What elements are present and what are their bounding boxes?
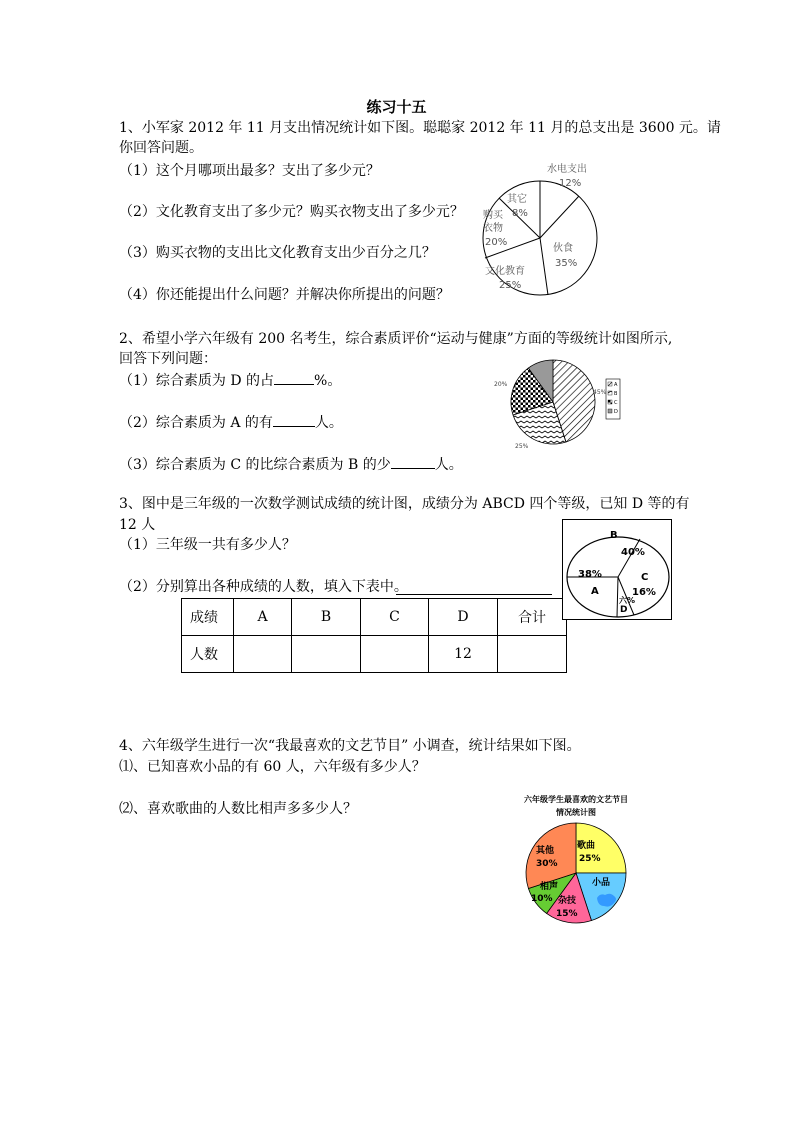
program-pie-slices	[526, 823, 626, 923]
program-chart-title-2: 情况统计图	[556, 808, 596, 817]
program-label-acro-pct: 15%	[556, 909, 578, 919]
q2-answer-blank-3[interactable]	[391, 454, 435, 469]
math-score-label-c: C	[641, 572, 649, 583]
q1-item-4: （4）你还能提出什么问题？并解决你所提出的问题？	[119, 287, 450, 303]
math-score-label-d-text: 六%	[619, 596, 636, 605]
expense-label-other-pct: 8%	[512, 208, 528, 219]
expense-pie-chart	[465, 158, 625, 318]
q2-stem-line2: 回答下列问题：	[119, 351, 217, 367]
expense-label-clothes-pct: 20%	[485, 237, 508, 248]
q2-item-1	[119, 370, 341, 390]
grade-legend-b: B	[614, 391, 618, 397]
expense-label-edu-pct: 25%	[499, 280, 522, 291]
score-table-cell: 人数	[182, 636, 234, 673]
score-table-cell: A	[234, 599, 292, 636]
q1-item-1: （1）这个月哪项出最多？支出了多少元？	[119, 163, 380, 179]
score-table-header-row	[182, 599, 567, 636]
grade-legend-a: A	[614, 382, 618, 388]
q2-item-2-suffix: 人。	[314, 415, 343, 431]
q2-item-3	[119, 454, 463, 474]
q2-item-3-suffix: 人。	[434, 457, 463, 473]
math-score-label-b-pct: 40%	[621, 547, 645, 558]
score-table-input-a[interactable]	[234, 636, 292, 673]
q2-item-1-suffix: %。	[314, 373, 342, 389]
grade-legend-swatch-a	[608, 382, 612, 386]
math-score-label-b: B	[610, 530, 618, 541]
q2-item-2	[119, 412, 343, 432]
program-label-sketch: 小品	[592, 878, 611, 888]
grade-pie-chart	[488, 350, 628, 460]
expense-label-other: 其它	[507, 194, 527, 205]
program-label-other: 其他	[536, 846, 555, 856]
q3-stem-line1: 3、图中是三年级的一次数学测试成绩的统计图，成绩分为 ABCD 四个等级，已知 D 等的有	[119, 496, 690, 512]
score-table-cell: D	[429, 599, 498, 636]
q1-stem-line1: 1、小军家 2012 年 11 月支出情况统计如下图。聪聪家 2012 年 11 月的总支出是 3600 元。请	[119, 120, 721, 136]
grade-legend-swatch-b	[608, 391, 612, 395]
grade-label-b-pct: 25%	[515, 443, 529, 450]
program-label-song: 歌曲	[577, 841, 596, 851]
q2-answer-blank-1[interactable]	[274, 370, 314, 385]
q1-item-3: （3）购买衣物的支出比文化教育支出少百分之几？	[119, 245, 436, 261]
score-table-cell: 合计	[498, 599, 567, 636]
q3-item-2: （2）分别算出各种成绩的人数，填入下表中。	[119, 579, 408, 595]
program-label-acro: 杂技	[558, 896, 577, 906]
program-label-other-pct: 30%	[536, 859, 558, 869]
score-table-count-row	[182, 636, 567, 673]
grade-pie-slices	[511, 360, 595, 444]
score-table-cell: C	[361, 599, 429, 636]
math-score-label-c-pct: 16%	[632, 587, 656, 598]
grade-label-c-pct: 20%	[494, 381, 508, 388]
grade-legend-swatch-c	[608, 400, 612, 404]
program-chart-title-1: 六年级学生最喜欢的文艺节目	[524, 795, 628, 804]
q2-answer-blank-2[interactable]	[273, 412, 315, 427]
program-label-cross-pct: 10%	[531, 894, 553, 904]
q3-divider-line	[396, 594, 552, 595]
q4-item-2: ⑵、喜欢歌曲的人数比相声多多少人？	[119, 801, 357, 817]
page-title: 练习十五	[366, 98, 427, 116]
q2-item-2-text: （2）综合素质为 A 的有	[119, 415, 273, 431]
score-table-input-total[interactable]	[498, 636, 567, 673]
q3-item-1: （1）三年级一共有多少人？	[119, 537, 296, 553]
program-label-song-pct: 25%	[579, 854, 601, 864]
q2-item-3-text: （3）综合素质为 C 的比综合素质为 B 的少	[119, 457, 391, 473]
math-score-pie-chart	[562, 519, 673, 621]
q1-item-2: （2）文化教育支出了多少元？购买衣物支出了多少元？	[119, 204, 464, 220]
q2-stem-line1: 2、希望小学六年级有 200 名考生，综合素质评价“运动与健康”方面的等级统计如图所示,	[119, 331, 673, 347]
program-label-cross: 相声	[540, 882, 559, 892]
expense-label-food-pct: 35%	[555, 258, 578, 269]
program-pie-chart	[505, 790, 645, 925]
q2-item-1-text: （1）综合素质为 D 的占	[119, 373, 275, 389]
math-score-label-a: A	[591, 586, 599, 597]
grade-legend-d: D	[614, 409, 618, 415]
math-score-label-d: D	[620, 605, 628, 615]
score-table-input-b[interactable]	[292, 636, 361, 673]
q4-stem: 4、六年级学生进行一次“我最喜欢的文艺节目” 小调查，统计结果如下图。	[119, 738, 581, 754]
score-table-cell: 成绩	[182, 599, 234, 636]
score-table	[181, 598, 567, 673]
expense-label-food: 伙食	[553, 243, 573, 254]
grade-legend-swatch-d	[608, 409, 612, 413]
expense-label-water: 水电支出	[547, 164, 587, 175]
expense-label-clothes-2: 衣物	[483, 223, 503, 234]
grade-label-a-pct: 45%	[593, 389, 607, 396]
expense-label-water-pct: 12%	[559, 178, 582, 189]
score-table-cell: 12	[429, 636, 498, 673]
q4-item-1: ⑴、已知喜欢小品的有 60 人，六年级有多少人？	[119, 759, 426, 775]
expense-label-edu: 文化教育	[485, 266, 525, 277]
grade-legend-c: C	[614, 400, 618, 406]
grade-legend	[606, 379, 620, 419]
q1-stem-line2: 你回答问题。	[119, 140, 203, 156]
expense-label-clothes-1: 购买	[483, 210, 503, 221]
math-score-label-a-pct: 38%	[578, 569, 602, 580]
score-table-cell: B	[292, 599, 361, 636]
score-table-input-c[interactable]	[361, 636, 429, 673]
q3-stem-line2: 12 人	[119, 517, 156, 533]
